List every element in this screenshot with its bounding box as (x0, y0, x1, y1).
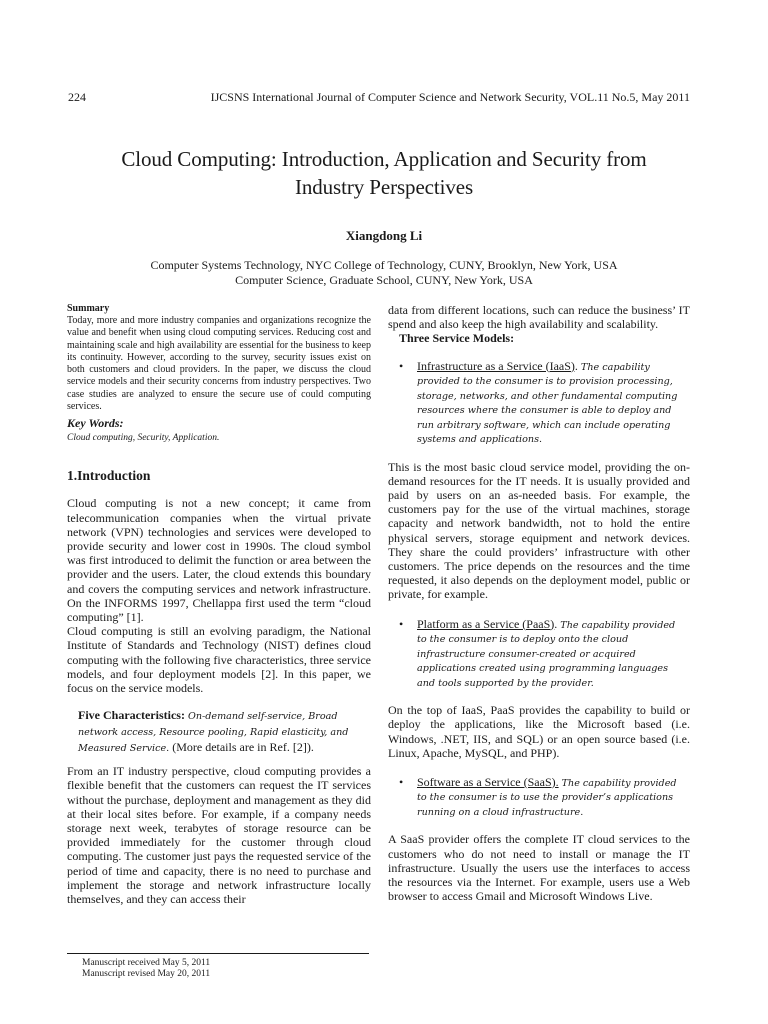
paas-definition-line: and tools supported by the provider. (417, 677, 594, 689)
paas-bullet: • Platform as a Service (PaaS). The capability provided to the consumer is to deploy onto the cloud infrastructure consumer-created or acquired applications created using programming languages and tools supported by the provider. (388, 617, 690, 692)
five-characteristics-label: Five Characteristics: (78, 708, 185, 723)
iaas-definition-start: The capability (580, 361, 650, 373)
author-name: Xiangdong Li (345, 228, 423, 243)
intro-paragraph-2: Cloud computing is still an evolving paradigm, the National Institute of Standards and Technology (NIST) defines cloud computing with the following five characteristics, three service models, and four deployment models [2]. In this paper, we focus on the service models. (67, 624, 371, 696)
summary-text: Today, more and more industry companies and organizations recognize the value and benefit when using cloud computing services. Reducing cost and maintaining scale and high availability are essential for the business to keep its continuity. However, according to the survey, security issues exist on both customers and cloud providers. In the paper, we discuss the cloud service models and their security concerns from industry perspectives. Two case studies are analyzed to ensure the secure use of could computing services. (67, 315, 371, 413)
page-number: 224 (68, 90, 86, 104)
saas-paragraph: A SaaS provider offers the complete IT cloud services to the customers who do not need to install or manage the IT infrastructure. Usually the users use the interfaces to access the resources via the Internet. For example, users use a Web browser to access Gmail and Microsoft Windows Live. (388, 832, 690, 904)
manuscript-revised: Manuscript revised May 20, 2011 (82, 969, 211, 979)
continuation-paragraph: data from different locations, such can reduce the business’ IT spend and also keep the high availability and scalability. (388, 303, 690, 332)
three-service-models-heading: Three Service Models: (399, 331, 515, 346)
bullet-icon: • (399, 774, 404, 789)
affiliations (0, 258, 768, 288)
paas-definition-line: infrastructure consumer-created or acquired (417, 648, 636, 660)
introduction-heading: 1.Introduction (67, 468, 151, 484)
five-characteristics (67, 708, 371, 756)
bullet-icon: • (399, 358, 404, 373)
iaas-paragraph: This is the most basic cloud service model, providing the on-demand resources for the IT needs. It is usually provided and paid by users on an as-needed basis. For example, the customers pay for the use of the virtual machines, storage capacity and network bandwidth, not to hold the entire physical servers, storage equipment and network devices. They share the could providers’ infrastructure with other customers. The price depends on the resources and the time requested, it also depends on the deployment model, public or private, for example. (388, 459, 690, 602)
title-line-1: Cloud Computing: Introduction, Application and Security from (121, 147, 647, 171)
left-column (67, 303, 371, 906)
right-column (388, 303, 690, 903)
saas-term: Software as a Service (SaaS). (417, 774, 559, 789)
saas-definition-start: The capability provided (561, 777, 677, 789)
intro-paragraph-3: From an IT industry perspective, cloud computing provides a flexible benefit that the customers can request the IT services without the purchase, deployment and management as they did at their local sites before. For example, if a company needs storage next week, terabytes of storage resource can be provided immediately for the customer through cloud computing. The customer just pays the requested service of the period of time and capacity, there is no need to purchase and implement the storage and network infrastructure locally themselves, and they can access their (67, 764, 371, 907)
saas-definition-line: running on a cloud infrastructure. (417, 806, 584, 818)
iaas-definition-line: systems and applications. (417, 434, 543, 446)
saas-bullet (388, 775, 690, 821)
iaas-definition-line: run arbitrary software, which can include operating (417, 419, 671, 431)
paper-title (40, 145, 728, 201)
affiliation-2: Computer Science, Graduate School, CUNY, New York, USA (235, 273, 533, 287)
five-characteristics-ref: (More details are in Ref. [2]). (172, 740, 314, 755)
paas-term: Platform as a Service (PaaS) (417, 616, 555, 631)
keywords-heading: Key Words: (67, 416, 124, 431)
keywords-text: Cloud computing, Security, Application. (67, 433, 220, 444)
bullet-icon: • (399, 616, 404, 631)
paas-definition-line: applications created using programming languages (417, 663, 669, 675)
footnote-divider (67, 953, 369, 954)
paas-definition-start: The capability provided (560, 619, 676, 631)
iaas-definition-line: provided to the consumer is to provision processing, (417, 376, 673, 388)
saas-definition-line: to the consumer is to use the provider’s applications (417, 792, 674, 804)
iaas-definition-line: resources where the consumer is able to deploy and (417, 405, 672, 417)
iaas-definition-line: storage, networks, and other fundamental computing (417, 390, 678, 402)
iaas-term: Infrastructure as a Service (IaaS) (417, 358, 575, 373)
five-characteristics-items: On-demand self-service, Broad network access, Resource pooling, Rapid elasticity, and Measured Service. (78, 711, 349, 755)
summary-heading: Summary (67, 303, 110, 314)
affiliation-1: Computer Systems Technology, NYC College of Technology, CUNY, Brooklyn, New York, USA (150, 258, 618, 272)
paas-definition-line: to the consumer is to deploy onto the cloud (417, 634, 629, 646)
paas-paragraph: On the top of IaaS, PaaS provides the capability to build or deploy the applications, like the Microsoft based (i.e. Windows, .NET, IIS, and SQL) or an open source based (i.e. Linux, Apache, MySQL, and PHP). (388, 703, 690, 760)
iaas-bullet: • Infrastructure as a Service (IaaS). The capability provided to the consumer is to provision processing, storage, networks, and other fundamental computing resources where the consumer is able to deploy and run arbitrary software, which can include operating systems and applications. (388, 359, 690, 448)
journal-title: IJCSNS International Journal of Computer Science and Network Security, VOL.11 No.5, May 2011 (210, 90, 690, 104)
title-line-2: Industry Perspectives (294, 175, 474, 199)
manuscript-received: Manuscript received May 5, 2011 (82, 958, 211, 968)
intro-paragraph-1: Cloud computing is not a new concept; it came from telecommunication companies when the virtual private network (VPN) technologies and services were developed to provide security and lower cost in 1990s. The cloud symbol was first introduced to delimit the function or area between the provider and the users. Later, the cloud extends this boundary and covers the computing services and network infrastructure. On the INFORMS 1997, Chellappa first used the term “cloud computing” [1]. (67, 496, 371, 624)
footnote (82, 958, 210, 980)
